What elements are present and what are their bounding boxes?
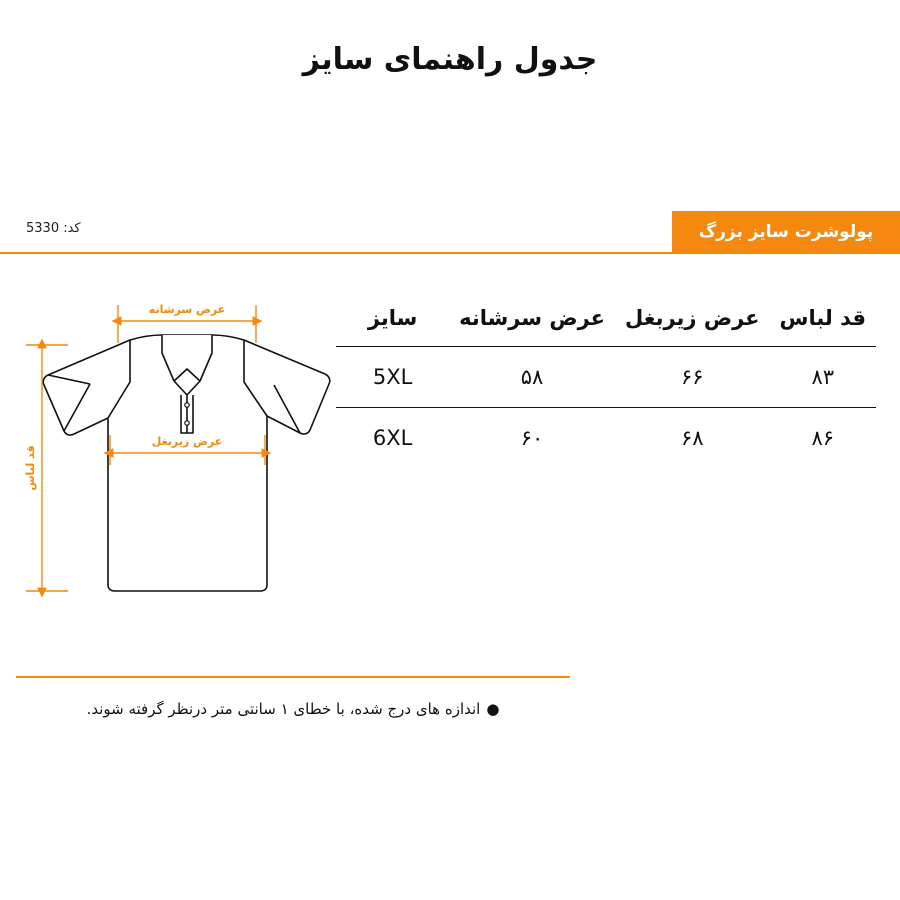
cell-shoulder: ۵۸ (520, 365, 544, 389)
garment-length-label: قد لباس (24, 445, 37, 491)
cell-size: 5XL (372, 365, 413, 389)
table-row (336, 347, 876, 408)
table-body (336, 347, 876, 469)
footer-note-text: اندازه های درج شده، با خطای ۱ سانتی متر درنظر گرفته شوند. (86, 700, 481, 718)
cell-shoulder: ۶۰ (520, 426, 544, 450)
cell-length: ۸۳ (811, 365, 835, 389)
category-bar-rule (0, 252, 900, 254)
chest-width-label: عرض زیربغل (151, 435, 223, 448)
cell-length: ۸۶ (811, 426, 835, 450)
column-header-size: سایز (367, 306, 418, 330)
garment-illustration (12, 283, 342, 623)
table-row (336, 408, 876, 469)
category-label: پولوشرت سایز بزرگ (698, 222, 874, 242)
table-header-row (336, 300, 876, 347)
footer-note (16, 700, 570, 718)
page-title: جدول راهنمای سایز (302, 42, 598, 77)
cell-size: 6XL (372, 426, 413, 450)
cell-chest: ۶۶ (680, 365, 704, 389)
column-header-shoulder: عرض سرشانه (459, 306, 605, 330)
product-code: کد: 5330 (26, 221, 81, 236)
shoulder-width-label: عرض سرشانه (148, 303, 226, 316)
size-table (336, 300, 876, 468)
footer-divider (16, 676, 570, 678)
bullet-icon: ● (486, 700, 500, 718)
table-header (336, 300, 876, 347)
column-header-chest: عرض زیربغل (624, 306, 760, 330)
column-header-length: قد لباس (779, 306, 866, 330)
category-bar (0, 211, 900, 253)
cell-chest: ۶۸ (680, 426, 704, 450)
